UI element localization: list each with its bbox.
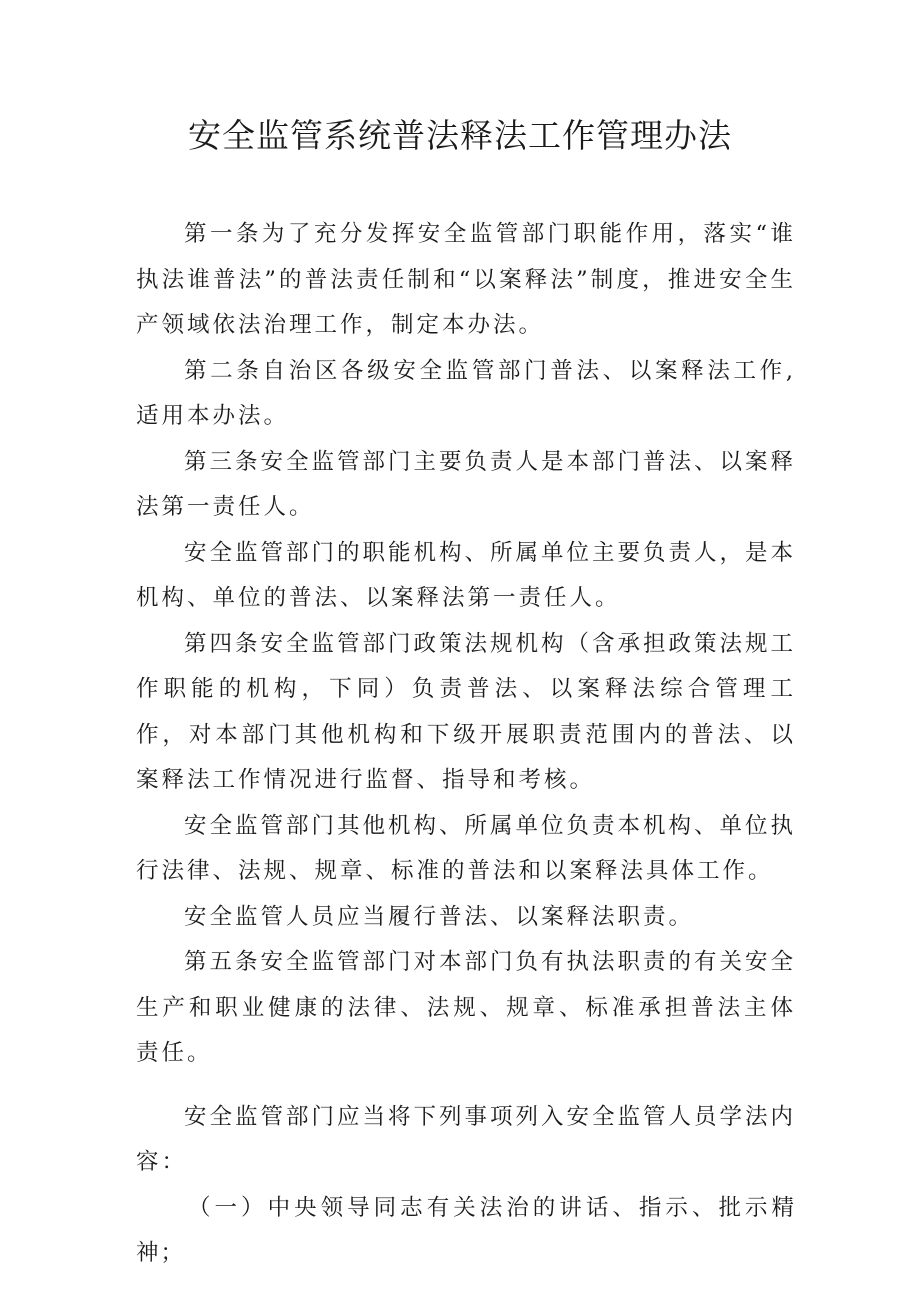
paragraph-article-3-responsibility: 安全监管部门的职能机构、所属单位主要负责人，是本机构、单位的普法、以案释法第一责任人。: [136, 539, 797, 611]
document-body: [136, 212, 796, 1277]
paragraph-article-2: 第二条自治区各级安全监管部门普法、以案释法工作,适用本办法。: [136, 357, 796, 429]
paragraph-article-3: 第三条安全监管部门主要负责人是本部门普法、以案释法第一责任人。: [136, 448, 797, 520]
paragraph-article-4-staff: 安全监管人员应当履行普法、以案释法职责。: [184, 903, 695, 930]
paragraph-article-4: 第四条安全监管部门政策法规机构（含承担政策法规工作职能的机构，下同）负责普法、以案释法综合管理工作，对本部门其他机构和下级开展职责范围内的普法、以案释法工作情况进行监督、指导和考核。: [136, 630, 797, 793]
paragraph-article-1: 第一条为了充分发挥安全监管部门职能作用，落实“谁执法谁普法”的普法责任制和“以案释法”制度，推进安全生产领域依法治理工作，制定本办法。: [136, 221, 796, 338]
paragraph-article-5: 第五条安全监管部门对本部门负有执法职责的有关安全生产和职业健康的法律、法规、规章、标准承担普法主体责任。: [136, 949, 797, 1066]
paragraph-article-4-other-units: 安全监管部门其他机构、所属单位负责本机构、单位执行法律、法规、规章、标准的普法和以案释法具体工作。: [136, 812, 797, 884]
paragraph-article-5-study-items: 安全监管部门应当将下列事项列入安全监管人员学法内容：: [136, 1103, 797, 1175]
document-title: 安全监管系统普法释法工作管理办法: [188, 116, 732, 155]
list-item-1: （一）中央领导同志有关法治的讲话、指示、批示精神；: [136, 1194, 796, 1266]
